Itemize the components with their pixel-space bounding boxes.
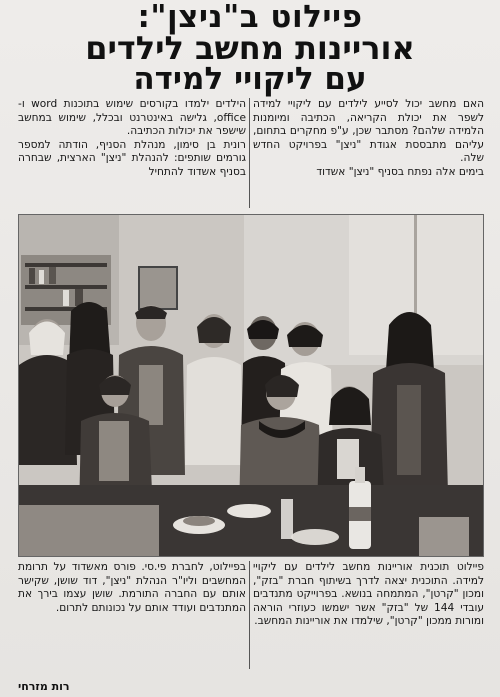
column-divider	[249, 98, 250, 208]
group-photo	[18, 214, 484, 557]
column-divider	[249, 561, 250, 669]
headline-line-3: עם ליקויי למידה	[133, 61, 367, 97]
article-column-bottom-left	[18, 561, 246, 669]
article-column-top-right	[253, 98, 484, 208]
headline-line-1: פיילוט ב"ניצן":	[137, 0, 363, 35]
author-byline: רות מזרחי	[18, 680, 70, 693]
headline-line-2: אוריינות מחשב לילדים	[85, 29, 415, 67]
paragraph: פיילוט תוכנית אוריינות מחשב לילדים עם ליקויי למידה. התוכנית יצאה לדרך בשיתוף חברת "בזק", ומכון "קרטן", המתמחה בנושא. בפרוייקט מתנדבים עובדי 144 של "בזק" אשר ישמשו כעוזרי הוראה ומורות ממכון "קרטן", שילמדו את אוריינות המחשב.	[253, 561, 484, 627]
paragraph: הילדים ילמדו בקורסים שימוש בתוכנות word ו-office, גלישה באינטרנט ובכלל, שימוש במחשב שישפר את יכולות הכתיבה.	[18, 98, 246, 137]
article-headline	[18, 2, 482, 95]
paragraph: בפיילוט, לחברת פי.סי. פורס מאשדוד על תרומת המחשבים וליו"ר הנהלת "ניצן", דוד שושן, שקישר אותם עם החברה התורמת. שושן עצמו בירך את המתנדבים ועודד אותם על נכונותם לתרום.	[18, 561, 246, 614]
paragraph: רונית בן סימון, מנהלת הסניף, הודתה למספר גורמים שותפים: להנהלת "ניצן" הארצית, שבחרה בסניף אשדוד להתחיל	[18, 138, 246, 178]
article-column-top-left	[18, 98, 246, 208]
paragraph: בימים אלה נפתח בסניף "ניצן" אשדוד	[316, 165, 484, 178]
article-column-bottom-right	[253, 561, 484, 669]
group-photo-illustration	[19, 215, 483, 556]
paragraph: האם מחשב יכול לסייע לילדים עם ליקויי למידה לשפר את יכולת הקריאה, הכתיבה ומיומנות הלמידה שלהם? מסתבר שכן, ע"פ מחקרים בתחום, עליהם מתבססת אגודת "ניצן" בפרויקט החדש שלה.	[253, 98, 484, 164]
